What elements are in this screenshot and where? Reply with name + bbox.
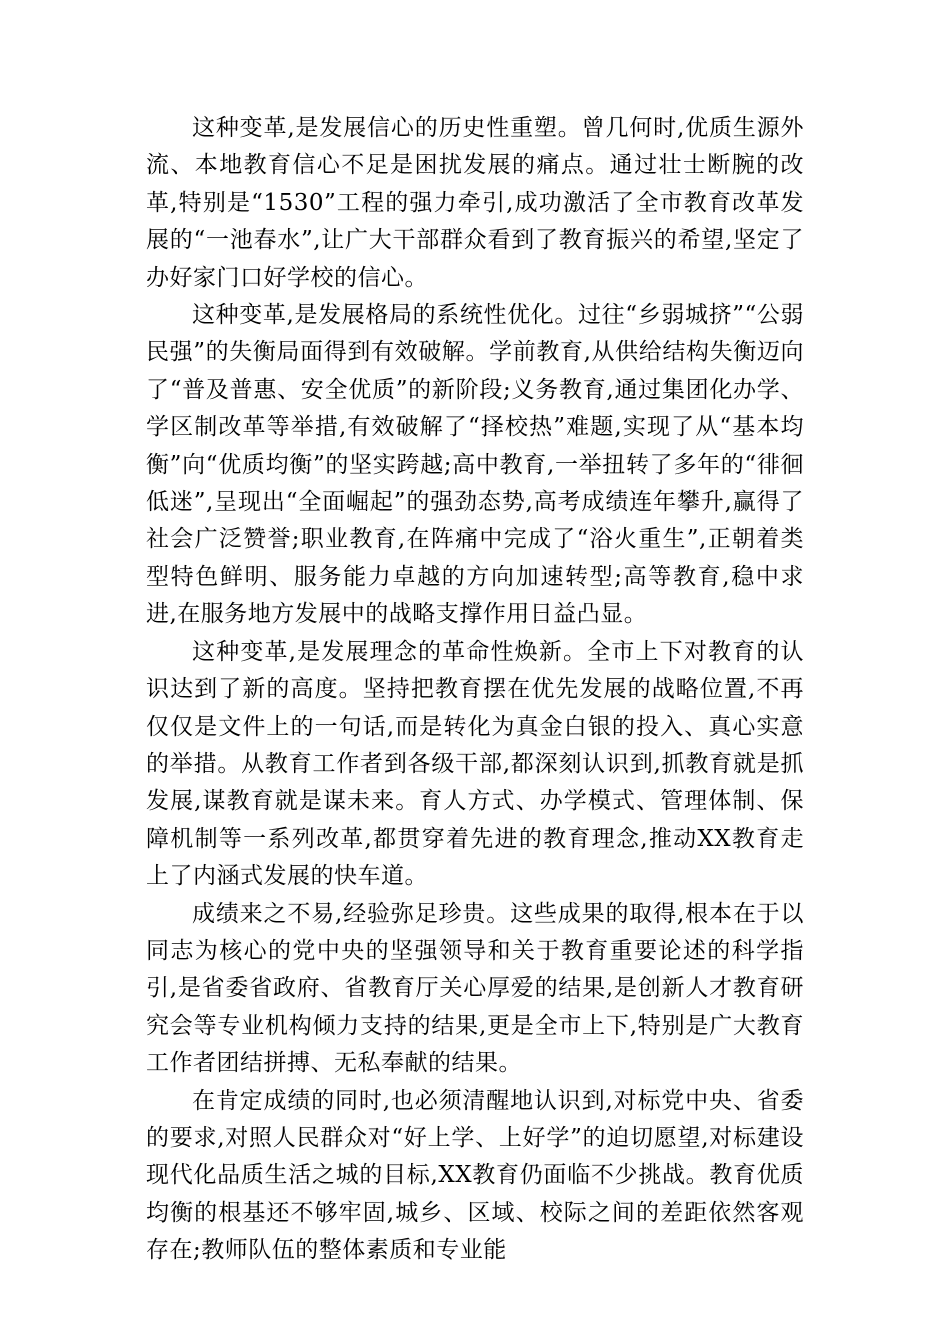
paragraph-philosophy: 这种变革,是发展理念的革命性焕新。全市上下对教育的认识达到了新的高度。坚持把教育摆在优先发展的战略位置,不再仅仅是文件上的一句话,而是转化为真金白银的投入、真心实意的举措。从教育工作者到各级干部,都深刻认识到,抓教育就是抓发展,谋教育就是谋未来。育人方式、办学模式、管理体制、保障机制等一系列改革,都贯穿着先进的教育理念,推动XX教育走上了内涵式发展的快车道。 (146, 638, 804, 890)
paragraph-challenges: 在肯定成绩的同时,也必须清醒地认识到,对标党中央、省委的要求,对照人民群众对“好上学、上好学”的迫切愿望,对标建设现代化品质生活之城的目标,XX教育仍面临不少挑战。教育优质均衡的根基还不够牢固,城乡、区域、校际之间的差距依然客观存在;教师队伍的整体素质和专业能 (146, 1087, 804, 1264)
paragraph-confidence: 这种变革,是发展信心的历史性重塑。曾几何时,优质生源外流、本地教育信心不足是困扰发展的痛点。通过壮士断腕的改革,特别是“1530”工程的强力牵引,成功激活了全市教育改革发展的“一池春水”,让广大干部群众看到了教育振兴的希望,坚定了办好家门口好学校的信心。 (146, 115, 804, 291)
paragraph-structure: 这种变革,是发展格局的系统性优化。过往“乡弱城挤”“公弱民强”的失衡局面得到有效破解。学前教育,从供给结构失衡迈向了“普及普惠、安全优质”的新阶段;义务教育,通过集团化办学、学区制改革等举措,有效破解了“择校热”难题,实现了从“基本均衡”向“优质均衡”的坚实跨越;高中教育,一举扭转了多年的“徘徊低迷”,呈现出“全面崛起”的强劲态势,高考成绩连年攀升,赢得了社会广泛赞誉;职业教育,在阵痛中完成了“浴火重生”,正朝着类型特色鲜明、服务能力卓越的方向加速转型;高等教育,稳中求进,在服务地方发展中的战略支撑作用日益凸显。 (146, 302, 804, 628)
paragraph-achievements: 成绩来之不易,经验弥足珍贵。这些成果的取得,根本在于以同志为核心的党中央的坚强领导和关于教育重要论述的科学指引,是省委省政府、省教育厅关心厚爱的结果,是创新人才教育研究会等专业机构倾力支持的结果,更是全市上下,特别是广大教育工作者团结拼搏、无私奉献的结果。 (146, 900, 804, 1077)
document-page (146, 110, 804, 1270)
